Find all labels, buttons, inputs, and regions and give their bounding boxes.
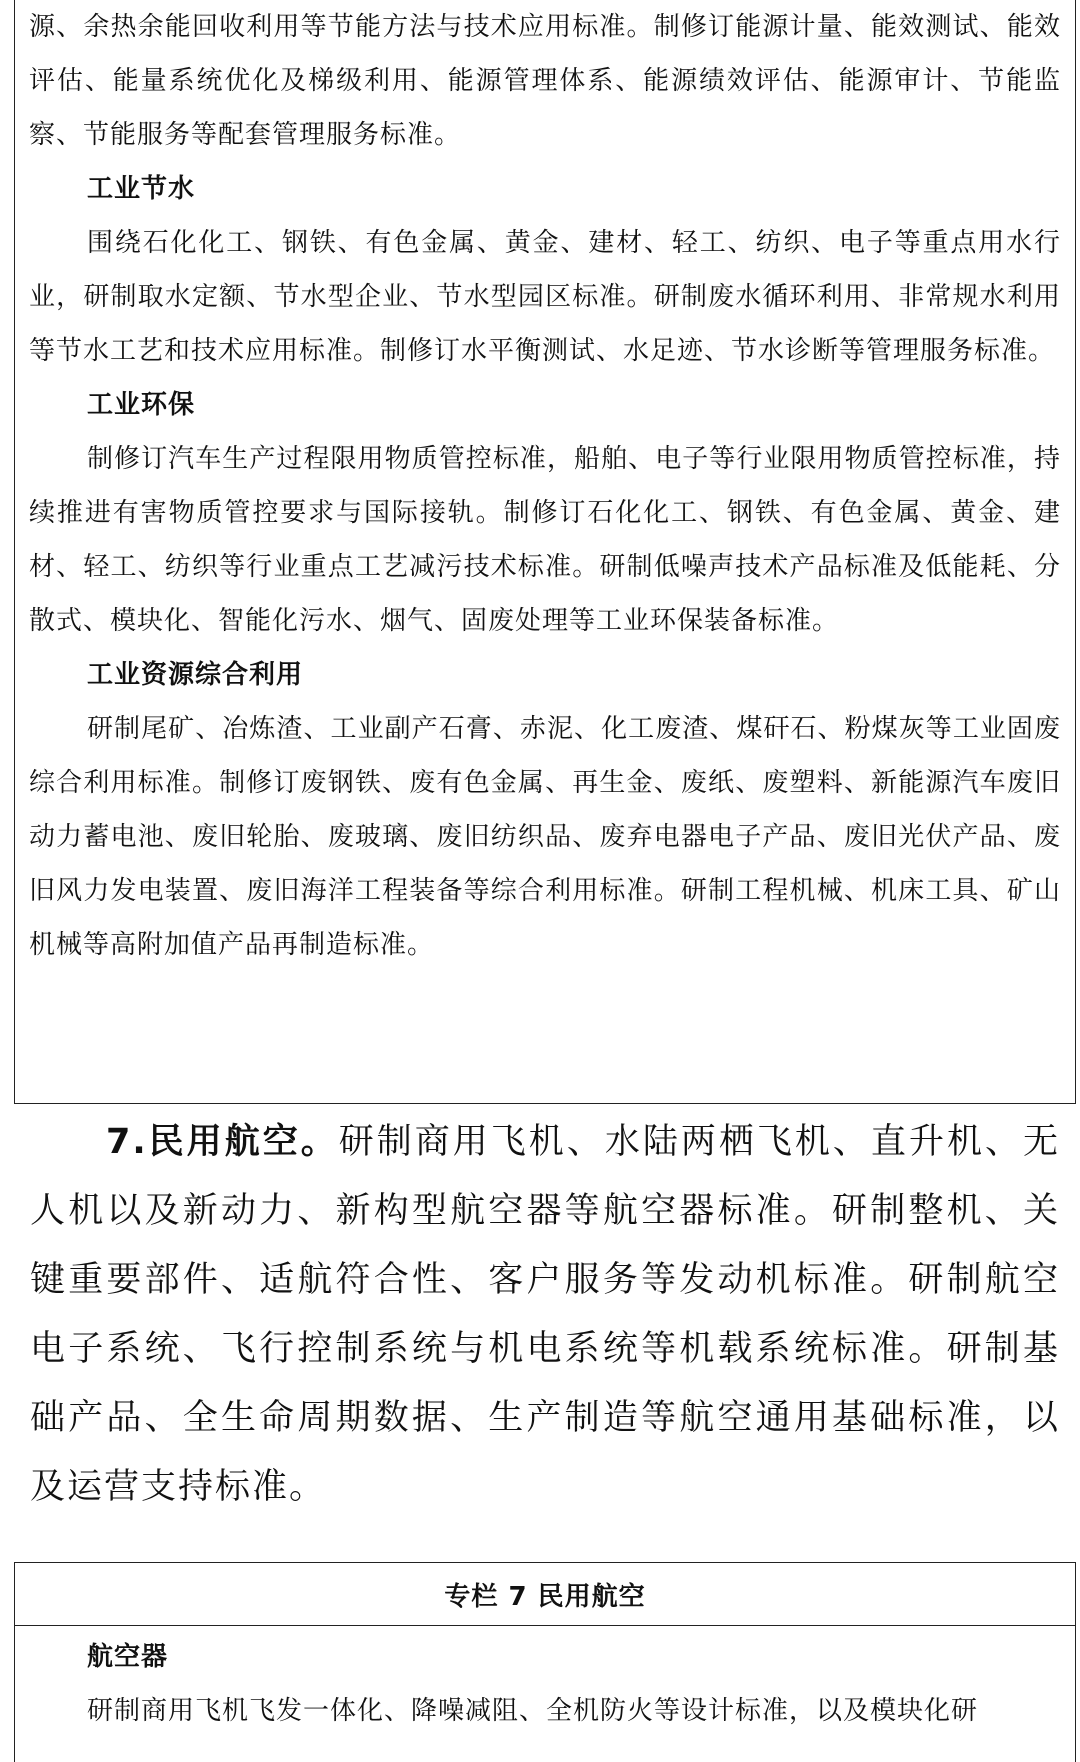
box-paragraph-environmental: 制修订汽车生产过程限用物质管控标准，船舶、电子等行业限用物质管控标准，持续推进有害物质管控要求与国际接轨。制修订石化化工、钢铁、有色金属、黄金、建材、轻工、纺织等行业重点工艺减污技术标准。研制低噪声技术产品标准及低能耗、分散式、模块化、智能化污水、烟气、固废处理等工业环保装备标准。 xyxy=(29,444,1061,636)
box-heading-resource-utilization: 工业资源综合利用 xyxy=(87,660,304,690)
main-section-civil-aviation xyxy=(30,1108,1060,1522)
sidebar-box-top-content xyxy=(15,0,1075,972)
box-heading-environmental: 工业环保 xyxy=(87,390,196,420)
box-heading-water-saving: 工业节水 xyxy=(87,174,196,204)
box-paragraph-aircraft: 研制商用飞机飞发一体化、降噪减阻、全机防火等设计标准，以及模块化研 xyxy=(87,1696,979,1726)
section-heading: 7.民用航空。 xyxy=(106,1122,339,1162)
sidebar-box-bottom xyxy=(14,1562,1076,1762)
box-title-row xyxy=(15,1563,1075,1626)
sidebar-box-bottom-content xyxy=(15,1626,1075,1738)
sidebar-box-top xyxy=(14,0,1076,1104)
section-body: 研制商用飞机、水陆两栖飞机、直升机、无人机以及新动力、新构型航空器等航空器标准。研制整机、关键重要部件、适航符合性、客户服务等发动机标准。研制航空电子系统、飞行控制系统与机电系统等机载系统标准。研制基础产品、全生命周期数据、生产制造等航空通用基础标准，以及运营支持标准。 xyxy=(30,1122,1060,1507)
box-paragraph-energy-saving: 源、余热余能回收利用等节能方法与技术应用标准。制修订能源计量、能效测试、能效评估、能量系统优化及梯级利用、能源管理体系、能源绩效评估、能源审计、节能监察、节能服务等配套管理服务标准。 xyxy=(29,12,1061,150)
box-title: 专栏 7 民用航空 xyxy=(444,1581,646,1612)
main-paragraph xyxy=(30,1108,1060,1522)
box-heading-aircraft: 航空器 xyxy=(87,1642,169,1672)
box-paragraph-resource-utilization: 研制尾矿、冶炼渣、工业副产石膏、赤泥、化工废渣、煤矸石、粉煤灰等工业固废综合利用标准。制修订废钢铁、废有色金属、再生金、废纸、废塑料、新能源汽车废旧动力蓄电池、废旧轮胎、废玻璃、废旧纺织品、废弃电器电子产品、废旧光伏产品、废旧风力发电装置、废旧海洋工程装备等综合利用标准。研制工程机械、机床工具、矿山机械等高附加值产品再制造标准。 xyxy=(29,714,1061,960)
box-paragraph-water-saving: 围绕石化化工、钢铁、有色金属、黄金、建材、轻工、纺织、电子等重点用水行业，研制取水定额、节水型企业、节水型园区标准。研制废水循环利用、非常规水利用等节水工艺和技术应用标准。制修订水平衡测试、水足迹、节水诊断等管理服务标准。 xyxy=(29,228,1061,366)
